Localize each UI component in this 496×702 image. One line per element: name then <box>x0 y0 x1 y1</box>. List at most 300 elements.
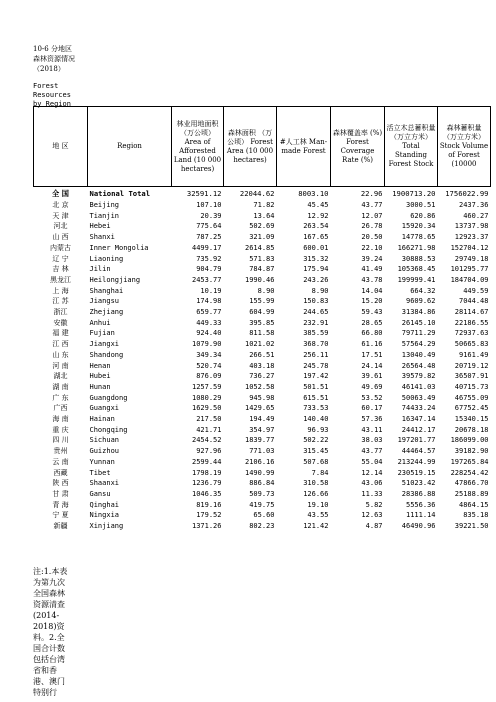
table-row <box>34 264 491 275</box>
cell-forest-area: 403.18 <box>249 361 275 370</box>
cell-man-made-forest: 45.45 <box>307 201 329 209</box>
cell-afforested-land: 775.64 <box>196 222 222 231</box>
cell-region-cn: 山 东 <box>52 350 69 359</box>
cell-standing-stock: 46490.96 <box>401 522 436 531</box>
cell-man-made-forest: 245.78 <box>303 361 329 370</box>
cell-afforested-land: 1798.19 <box>191 468 222 477</box>
cell-afforested-land: 421.71 <box>196 425 222 434</box>
header-man-made-forest: #人工林 Man-made Forest <box>277 107 331 187</box>
cell-forest-area: 604.99 <box>249 308 275 317</box>
cell-region-en: Hainan <box>89 415 115 424</box>
cell-forest-coverage: 41.49 <box>361 265 383 274</box>
cell-forest-coverage: 55.04 <box>361 457 383 466</box>
cell-stock-volume: 47866.70 <box>454 479 489 488</box>
cell-region-cn: 福 建 <box>52 329 69 338</box>
cell-standing-stock: 3000.51 <box>405 201 436 209</box>
cell-standing-stock: 105368.45 <box>397 265 436 274</box>
cell-forest-coverage: 49.69 <box>361 382 383 391</box>
cell-stock-volume: 46755.09 <box>454 393 489 402</box>
cell-stock-volume: 12923.37 <box>454 233 489 242</box>
cell-standing-stock: 28386.88 <box>401 489 436 498</box>
cell-afforested-land: 787.25 <box>196 233 222 242</box>
table-row <box>34 232 491 243</box>
cell-man-made-forest: 232.91 <box>303 318 329 327</box>
cell-afforested-land: 349.34 <box>196 350 222 359</box>
cell-afforested-land: 217.50 <box>196 415 222 424</box>
cell-afforested-land: 1080.29 <box>191 393 222 402</box>
cell-forest-coverage: 60.17 <box>361 404 383 413</box>
cell-man-made-forest: 244.65 <box>303 308 329 317</box>
cell-forest-coverage: 43.78 <box>361 275 383 284</box>
cell-standing-stock: 26564.48 <box>401 361 436 370</box>
cell-standing-stock: 1111.14 <box>405 511 436 520</box>
cell-stock-volume: 13737.98 <box>454 222 489 231</box>
cell-man-made-forest: 140.40 <box>303 415 329 424</box>
cell-stock-volume: 449.59 <box>463 286 489 295</box>
cell-stock-volume: 184704.09 <box>450 275 489 284</box>
cell-region-cn: 重 庆 <box>52 425 69 434</box>
cell-region-en: Hebei <box>89 222 111 231</box>
cell-region-en: Liaoning <box>89 254 124 263</box>
cell-region-en: Qinghai <box>89 500 120 509</box>
cell-stock-volume: 20719.12 <box>454 361 489 370</box>
forest-resources-table <box>33 106 491 532</box>
cell-forest-area: 419.75 <box>249 500 275 509</box>
cell-region-cn: 上 海 <box>52 286 69 295</box>
cell-region-cn: 四 川 <box>52 436 69 445</box>
cell-forest-area: 71.82 <box>253 201 275 209</box>
cell-standing-stock: 13040.49 <box>401 350 436 359</box>
cell-standing-stock: 57564.29 <box>401 340 436 349</box>
cell-afforested-land: 2453.77 <box>191 275 222 284</box>
cell-standing-stock: 230519.15 <box>397 468 436 477</box>
cell-stock-volume: 72937.63 <box>454 329 489 338</box>
cell-region-en: Jilin <box>89 265 111 274</box>
table-row <box>34 286 491 297</box>
header-forest-coverage: 森林覆盖率 (%) Forest Coverage Rate (%) <box>331 107 385 187</box>
cell-afforested-land: 904.79 <box>196 265 222 274</box>
cell-forest-area: 321.09 <box>249 233 275 242</box>
cell-afforested-land: 1371.26 <box>191 522 222 531</box>
cell-stock-volume: 197265.84 <box>450 457 489 466</box>
cell-stock-volume: 152704.12 <box>450 243 489 252</box>
cell-forest-coverage: 14.04 <box>361 286 383 295</box>
table-row <box>34 500 491 511</box>
cell-forest-coverage: 12.07 <box>361 211 383 220</box>
cell-region-en: Shanghai <box>89 286 124 295</box>
cell-region-en: Anhui <box>89 318 111 327</box>
cell-man-made-forest: 256.11 <box>303 350 329 359</box>
cell-stock-volume: 39182.90 <box>454 447 489 456</box>
cell-region-cn: 湖北 <box>53 372 68 381</box>
cell-region-en: Beijing <box>89 201 120 209</box>
cell-region-cn: 海 南 <box>52 415 69 424</box>
cell-man-made-forest: 310.58 <box>303 479 329 488</box>
cell-standing-stock: 31384.86 <box>401 308 436 317</box>
cell-forest-coverage: 61.16 <box>361 340 383 349</box>
cell-stock-volume: 22186.55 <box>454 318 489 327</box>
cell-afforested-land: 4499.17 <box>191 243 222 252</box>
table-row <box>34 435 491 446</box>
cell-stock-volume: 25188.89 <box>454 489 489 498</box>
cell-afforested-land: 107.10 <box>196 201 222 209</box>
cell-afforested-land: 924.40 <box>196 329 222 338</box>
cell-man-made-forest: 197.42 <box>303 372 329 381</box>
table-row <box>34 468 491 479</box>
cell-afforested-land: 659.77 <box>196 308 222 317</box>
cell-standing-stock: 26145.10 <box>401 318 436 327</box>
cell-forest-area: 2106.16 <box>244 457 275 466</box>
cell-man-made-forest: 121.42 <box>303 522 329 531</box>
cell-man-made-forest: 501.51 <box>303 382 329 391</box>
cell-region-cn: 辽 宁 <box>52 254 69 263</box>
cell-region-cn: 北 京 <box>52 201 69 209</box>
cell-standing-stock: 30888.53 <box>401 254 436 263</box>
cell-region-en: Chongqing <box>89 425 128 434</box>
cell-region-cn: 吉 林 <box>52 265 69 274</box>
cell-region-en: Hunan <box>89 382 111 391</box>
cell-afforested-land: 876.09 <box>196 372 222 381</box>
cell-standing-stock: 664.32 <box>410 286 436 295</box>
table-row <box>34 243 491 254</box>
table-row <box>34 350 491 361</box>
table-row <box>34 414 491 425</box>
cell-forest-coverage: 22.96 <box>360 189 383 198</box>
cell-forest-coverage: 39.61 <box>361 372 383 381</box>
cell-man-made-forest: 19.10 <box>307 500 329 509</box>
cell-afforested-land: 20.39 <box>200 211 222 220</box>
cell-forest-area: 1429.65 <box>244 404 275 413</box>
header-region-cn: 地 区 <box>34 107 88 187</box>
table-notes: 注:1.本表为第九次全国森林资源清查(2014-2018)资料。2.全国合计数包括台湾省和香港、澳门特别行 <box>33 567 68 697</box>
table-row <box>34 307 491 318</box>
cell-stock-volume: 20678.18 <box>454 425 489 434</box>
cell-region-en: Fujian <box>89 329 115 338</box>
cell-man-made-forest: 502.22 <box>303 436 329 445</box>
cell-stock-volume: 9161.49 <box>458 350 489 359</box>
cell-stock-volume: 460.27 <box>463 211 489 220</box>
cell-stock-volume: 4864.15 <box>458 500 489 509</box>
cell-region-cn: 江 苏 <box>52 297 69 306</box>
cell-region-en: Heilongjiang <box>89 275 141 284</box>
table-row <box>34 318 491 329</box>
cell-standing-stock: 16347.14 <box>401 415 436 424</box>
cell-standing-stock: 50063.49 <box>401 393 436 402</box>
cell-region-en: Jiangsu <box>89 297 120 306</box>
cell-forest-coverage: 15.20 <box>361 297 383 306</box>
cell-afforested-land: 927.96 <box>196 447 222 456</box>
cell-region-cn: 贵州 <box>53 447 68 456</box>
cell-region-en: Gansu <box>89 489 111 498</box>
cell-standing-stock: 46141.03 <box>401 382 436 391</box>
table-title-cn: 10-6 分地区森林资源情况（2018） <box>33 45 75 73</box>
cell-afforested-land: 735.92 <box>196 254 222 263</box>
cell-forest-coverage: 39.24 <box>361 254 383 263</box>
cell-man-made-forest: 243.26 <box>303 275 329 284</box>
cell-forest-coverage: 4.87 <box>365 522 383 531</box>
cell-forest-coverage: 53.52 <box>361 393 383 402</box>
cell-region-cn: 天 津 <box>52 211 69 220</box>
cell-forest-coverage: 22.10 <box>361 243 383 252</box>
cell-forest-area: 571.83 <box>249 254 275 263</box>
cell-region-cn: 河 南 <box>52 361 69 370</box>
cell-stock-volume: 29749.18 <box>454 254 489 263</box>
cell-standing-stock: 74433.24 <box>401 404 436 413</box>
cell-afforested-land: 32591.12 <box>186 189 222 198</box>
cell-stock-volume: 15340.15 <box>454 415 489 424</box>
table-row-total <box>34 187 491 201</box>
cell-forest-area: 945.98 <box>249 393 275 402</box>
cell-forest-area: 811.58 <box>249 329 275 338</box>
cell-region-cn: 宁 夏 <box>52 511 69 520</box>
cell-standing-stock: 1900713.20 <box>392 188 436 198</box>
cell-region-en: Xinjiang <box>89 522 124 531</box>
cell-stock-volume: 2437.36 <box>458 201 489 209</box>
cell-region-cn: 全 国 <box>52 189 69 198</box>
cell-forest-coverage: 20.50 <box>361 233 383 242</box>
table-row <box>34 211 491 222</box>
cell-stock-volume: 101295.77 <box>450 265 489 274</box>
cell-afforested-land: 449.33 <box>196 318 222 327</box>
cell-region-en: Guangxi <box>89 404 120 413</box>
cell-stock-volume: 40715.73 <box>454 382 489 391</box>
cell-forest-coverage: 17.51 <box>361 350 383 359</box>
cell-region-cn: 云 南 <box>52 457 69 466</box>
cell-man-made-forest: 12.92 <box>307 211 329 220</box>
cell-man-made-forest: 368.70 <box>303 340 329 349</box>
cell-man-made-forest: 733.53 <box>303 404 329 413</box>
table-row <box>34 339 491 350</box>
cell-region-en: National Total <box>89 189 151 198</box>
cell-stock-volume: 835.18 <box>463 511 489 520</box>
cell-man-made-forest: 8003.10 <box>298 189 329 198</box>
cell-afforested-land: 1079.90 <box>191 340 222 349</box>
cell-standing-stock: 5556.36 <box>405 500 436 509</box>
cell-standing-stock: 39579.82 <box>401 372 436 381</box>
cell-forest-coverage: 28.65 <box>361 318 383 327</box>
cell-forest-area: 1990.46 <box>244 275 275 284</box>
cell-forest-coverage: 66.80 <box>361 329 383 338</box>
table-title-en: Forest Resources by Region <box>33 82 71 108</box>
cell-stock-volume: 228254.42 <box>450 468 489 477</box>
cell-forest-area: 802.23 <box>249 522 275 531</box>
header-standing-stock: 活立木总蓄积量 （万立方米） Total Standing Forest Stock <box>385 107 438 187</box>
cell-region-en: Tianjin <box>89 211 120 220</box>
cell-region-en: Guangdong <box>89 393 128 402</box>
table-row <box>34 403 491 414</box>
cell-region-en: Zhejiang <box>89 308 124 317</box>
cell-man-made-forest: 385.59 <box>303 329 329 338</box>
header-afforested-land: 林业用地面积 （万公顷） Area of Afforested Land (10 000 hectares) <box>172 107 224 187</box>
cell-region-en: Guizhou <box>89 447 120 456</box>
cell-forest-coverage: 43.77 <box>361 201 383 209</box>
cell-man-made-forest: 126.66 <box>303 489 329 498</box>
cell-forest-area: 354.97 <box>249 425 275 434</box>
cell-afforested-land: 1257.59 <box>191 382 222 391</box>
cell-forest-area: 784.87 <box>249 265 275 274</box>
cell-region-cn: 江 西 <box>52 340 69 349</box>
cell-man-made-forest: 315.32 <box>303 254 329 263</box>
header-stock-volume: 森林蓄积量 （万立方米） Stock Volume of Forest (10000 <box>438 107 491 187</box>
table-row <box>34 446 491 457</box>
cell-region-en: Hubei <box>89 372 111 381</box>
cell-forest-area: 22044.62 <box>239 189 275 198</box>
cell-man-made-forest: 263.54 <box>303 222 329 231</box>
cell-forest-coverage: 12.14 <box>361 468 383 477</box>
header-region-en: Region <box>88 107 172 187</box>
cell-region-cn: 广 东 <box>52 393 69 402</box>
cell-forest-coverage: 11.33 <box>361 489 383 498</box>
table-row <box>34 489 491 500</box>
table-row <box>34 275 491 286</box>
cell-forest-area: 771.03 <box>249 447 275 456</box>
cell-region-en: Inner Mongolia <box>89 243 149 252</box>
cell-forest-coverage: 43.11 <box>361 425 383 434</box>
cell-region-cn: 山 西 <box>52 233 69 242</box>
cell-standing-stock: 14778.65 <box>401 233 436 242</box>
cell-region-cn: 湖 南 <box>52 382 69 391</box>
cell-forest-coverage: 43.77 <box>361 447 383 456</box>
cell-forest-area: 13.64 <box>253 211 275 220</box>
table-row <box>34 457 491 468</box>
cell-standing-stock: 620.86 <box>410 211 436 220</box>
cell-afforested-land: 179.52 <box>196 511 222 520</box>
cell-region-cn: 陕 西 <box>52 479 69 488</box>
cell-forest-coverage: 5.82 <box>365 500 383 509</box>
cell-region-en: Tibet <box>89 468 111 477</box>
cell-region-cn: 内蒙古 <box>50 243 71 252</box>
cell-standing-stock: 24412.17 <box>401 425 436 434</box>
cell-forest-area: 8.90 <box>257 286 275 295</box>
cell-forest-coverage: 38.03 <box>361 436 383 445</box>
cell-standing-stock: 15920.34 <box>401 222 436 231</box>
cell-afforested-land: 2454.52 <box>191 436 222 445</box>
cell-forest-area: 886.84 <box>249 479 275 488</box>
cell-forest-area: 1052.58 <box>244 382 275 391</box>
table-row <box>34 221 491 232</box>
cell-region-cn: 河北 <box>53 222 68 231</box>
cell-forest-coverage: 57.36 <box>361 415 383 424</box>
cell-man-made-forest: 615.51 <box>303 393 329 402</box>
cell-stock-volume: 50665.83 <box>454 340 489 349</box>
cell-forest-area: 736.27 <box>249 372 275 381</box>
cell-forest-area: 502.69 <box>249 222 275 231</box>
cell-region-en: Jiangxi <box>89 340 120 349</box>
cell-region-en: Yunnan <box>89 457 115 466</box>
cell-region-en: Sichuan <box>89 436 120 445</box>
cell-region-cn: 甘 肃 <box>52 489 69 498</box>
cell-afforested-land: 1629.50 <box>191 404 222 413</box>
cell-forest-coverage: 26.78 <box>361 222 383 231</box>
cell-forest-area: 1490.99 <box>244 468 275 477</box>
cell-forest-area: 65.60 <box>253 511 275 520</box>
cell-region-en: Ningxia <box>89 511 120 520</box>
table-row <box>34 371 491 382</box>
table-row <box>34 361 491 372</box>
cell-standing-stock: 79711.29 <box>401 329 436 338</box>
cell-forest-area: 155.99 <box>249 297 275 306</box>
cell-region-en: Shaanxi <box>89 479 120 488</box>
cell-stock-volume: 39221.50 <box>454 522 489 531</box>
cell-forest-area: 194.49 <box>249 415 275 424</box>
cell-standing-stock: 9609.62 <box>405 297 436 306</box>
cell-forest-coverage: 24.14 <box>361 361 383 370</box>
cell-region-cn: 青 海 <box>52 500 69 509</box>
cell-stock-volume: 28114.67 <box>454 308 489 317</box>
cell-stock-volume: 36507.91 <box>454 372 489 381</box>
cell-standing-stock: 44464.57 <box>401 447 436 456</box>
cell-region-cn: 广西 <box>53 404 68 413</box>
cell-standing-stock: 213244.99 <box>397 457 436 466</box>
cell-region-en: Shandong <box>89 350 124 359</box>
cell-afforested-land: 520.74 <box>196 361 222 370</box>
cell-forest-area: 266.51 <box>249 350 275 359</box>
cell-forest-coverage: 12.63 <box>361 511 383 520</box>
cell-afforested-land: 1236.79 <box>191 479 222 488</box>
cell-stock-volume: 67752.45 <box>454 404 489 413</box>
cell-stock-volume: 7044.48 <box>458 297 489 306</box>
cell-stock-volume: 1756022.99 <box>445 188 489 198</box>
cell-afforested-land: 819.16 <box>196 500 222 509</box>
cell-region-cn: 浙江 <box>53 308 68 317</box>
table-row <box>34 478 491 489</box>
table-row <box>34 254 491 265</box>
cell-standing-stock: 166271.98 <box>397 243 436 252</box>
table-row <box>34 425 491 436</box>
cell-man-made-forest: 96.93 <box>307 425 329 434</box>
cell-standing-stock: 197201.77 <box>397 436 436 445</box>
cell-forest-coverage: 59.43 <box>361 308 383 317</box>
cell-region-en: Shanxi <box>89 233 115 242</box>
cell-man-made-forest: 315.45 <box>303 447 329 456</box>
cell-region-cn: 西藏 <box>53 468 68 477</box>
cell-forest-area: 509.73 <box>249 489 275 498</box>
cell-man-made-forest: 43.55 <box>307 511 329 520</box>
cell-man-made-forest: 150.83 <box>303 297 329 306</box>
cell-man-made-forest: 175.94 <box>303 265 329 274</box>
cell-forest-area: 2614.85 <box>244 243 275 252</box>
cell-region-en: Henan <box>89 361 111 370</box>
cell-region-cn: 黑龙江 <box>50 275 71 284</box>
table-row <box>34 296 491 307</box>
table-row <box>34 510 491 521</box>
cell-man-made-forest: 8.90 <box>311 286 329 295</box>
cell-standing-stock: 51023.42 <box>401 479 436 488</box>
cell-forest-coverage: 43.06 <box>361 479 383 488</box>
cell-forest-area: 395.85 <box>249 318 275 327</box>
header-forest-area: 森林面积 （万公顷） Forest Area (10 000 hectares) <box>224 107 277 187</box>
cell-afforested-land: 1046.35 <box>191 489 222 498</box>
cell-afforested-land: 2599.44 <box>191 457 222 466</box>
cell-afforested-land: 10.19 <box>200 286 222 295</box>
cell-man-made-forest: 600.01 <box>303 243 329 252</box>
cell-standing-stock: 199999.41 <box>397 275 436 284</box>
cell-afforested-land: 174.98 <box>196 297 222 306</box>
cell-forest-area: 1839.77 <box>244 436 275 445</box>
table-row <box>34 521 491 532</box>
table-row <box>34 393 491 404</box>
cell-stock-volume: 186099.00 <box>450 436 489 445</box>
cell-man-made-forest: 507.68 <box>303 457 329 466</box>
cell-man-made-forest: 7.84 <box>311 468 329 477</box>
table-row <box>34 200 491 211</box>
cell-region-cn: 安徽 <box>53 318 68 327</box>
cell-region-cn: 新疆 <box>53 522 68 531</box>
cell-forest-area: 1021.02 <box>244 340 275 349</box>
cell-man-made-forest: 167.65 <box>303 233 329 242</box>
table-row <box>34 328 491 339</box>
table-row <box>34 382 491 393</box>
